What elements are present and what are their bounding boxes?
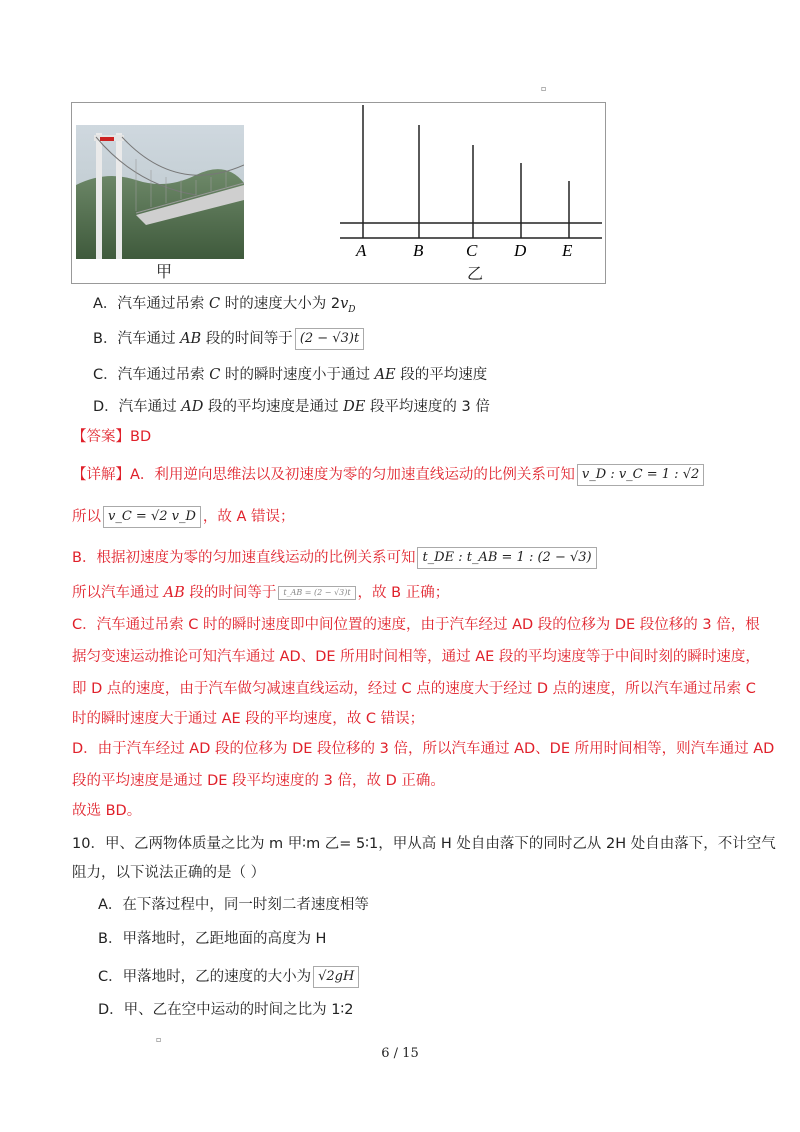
paragraph-marker: ▫ [156,1035,162,1044]
formula-box: v_D : v_C = 1 : √2 [577,464,704,486]
detail-c-1: C．汽车通过吊索 C 时的瞬时速度即中间位置的速度，由于汽车经过 AD 段的位移为 DE 段位移的 3 倍，根 [72,617,760,633]
page-number: 6 / 15 [381,1046,419,1061]
q9-option-c: C．汽车通过吊索 C 时的瞬时速度小于通过 AE 段的平均速度 [93,367,488,383]
detail-c-2: 据匀变速运动推论可知汽车通过 AD、DE 所用时间相等，通过 AE 段的平均速度等于中间时刻的瞬时速度， [72,649,760,665]
q9-option-d: D．汽车通过 AD 段的平均速度是通过 DE 段平均速度的 3 倍 [93,399,490,415]
q9-option-b: B．汽车通过 AB 段的时间等于 (2 − √3)t [93,328,366,350]
q9-option-a: A．汽车通过吊索 C 时的速度大小为 $2v_D$ [93,296,356,315]
detail-c-4: 时的瞬时速度大于通过 AE 段的平均速度，故 C 错误； [72,711,425,727]
label-D: D [514,241,527,260]
q10-option-c: C．甲落地时，乙的速度的大小为 √2gH [98,966,361,988]
formula-box: √2gH [313,966,359,988]
formula-box: t_AB = (2 − √3)t [278,586,355,600]
label-B: B [413,241,424,260]
formula-box: (2 − √3)t [295,328,364,350]
caption-right: 乙 [467,264,484,283]
label-A: A [356,241,367,260]
detail-a: 【详解】A．利用逆向思维法以及初速度为零的匀加速直线运动的比例关系可知 v_D : v_C = 1 : √2 [72,464,706,486]
paragraph-marker: ▫ [541,84,547,93]
q10-option-b: B．甲落地时，乙距地面的高度为 H [98,931,327,947]
caption-left: 甲 [156,262,173,281]
q10-option-a: A．在下落过程中，同一时刻二者速度相等 [98,897,369,913]
final-answer: 故选 BD。 [72,803,142,819]
detail-d-2: 段的平均速度是通过 DE 段平均速度的 3 倍，故 D 正确。 [72,773,445,789]
label-C: C [466,241,478,260]
bridge-photo [76,125,244,259]
detail-c-3: 即 D 点的速度，由于汽车做匀减速直线运动，经过 C 点的速度大于经过 D 点的速度，所以汽车通过吊索 C [72,681,756,697]
formula-box: v_C = √2 v_D [103,506,201,528]
detail-a2: 所以 v_C = √2 v_D ，故 A 错误； [72,506,295,528]
detail-d-1: D．由于汽车经过 AD 段的位移为 DE 段位移的 3 倍，所以汽车通过 AD、DE 所用时间相等，则汽车通过 AD [72,741,775,757]
suspender-diagram [332,103,605,283]
q10-stem-2: 阻力，以下说法正确的是（ ） [72,865,266,881]
answer-label: 【答案】BD [72,429,152,445]
detail-b2: 所以汽车通过 AB 段的时间等于 t_AB = (2 − √3)t ，故 B 正确； [72,585,450,601]
detail-b: B．根据初速度为零的匀加速直线运动的比例关系可知 t_DE : t_AB = 1 : (2 − √3) [72,547,599,569]
q10-stem-1: 10．甲、乙两物体质量之比为 m 甲∶m 乙= 5∶1，甲从高 H 处自由落下的同时乙从 2H 处自由落下，不计空气 [72,836,776,852]
q10-option-d: D．甲、乙在空中运动的时间之比为 1∶2 [98,1002,354,1018]
formula-box: t_DE : t_AB = 1 : (2 − √3) [417,547,596,569]
label-E: E [562,241,573,260]
figure-box [71,102,606,284]
